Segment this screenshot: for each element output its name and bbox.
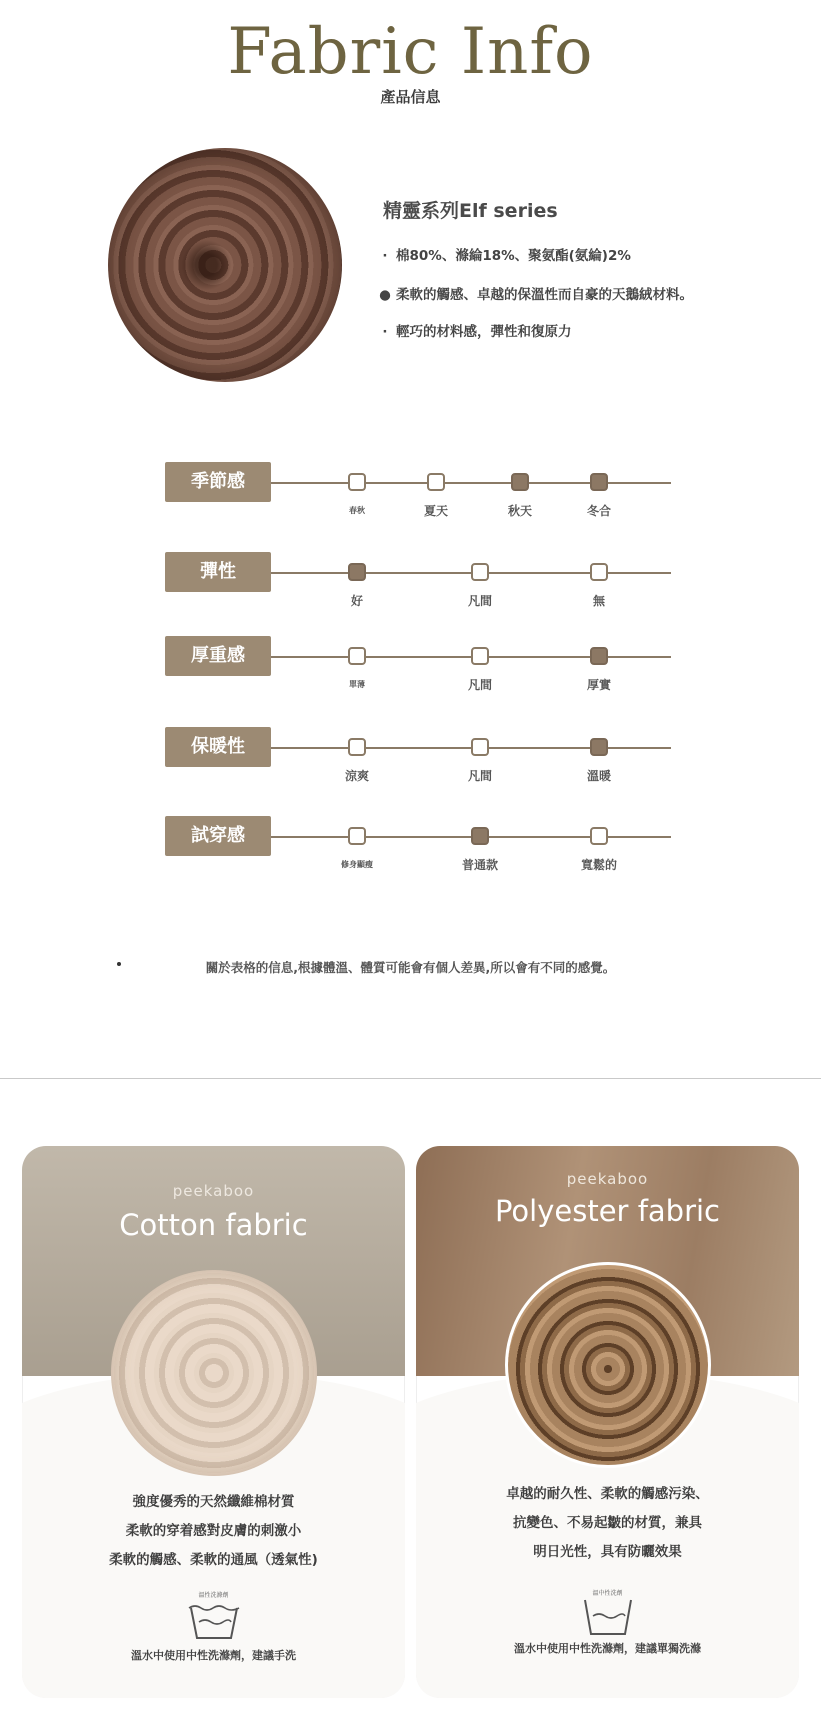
scale-checkbox-checked xyxy=(590,473,608,491)
brand-name: peekaboo xyxy=(566,1170,649,1188)
wash-instructions: 溫水中使用中性洗滌劑，建議手洗 xyxy=(131,1649,296,1662)
hand-wash-icon xyxy=(187,1598,241,1644)
bullet-icon: ● xyxy=(379,287,391,303)
fabric-name: Cotton fabric xyxy=(119,1208,308,1242)
scale-checkbox-checked xyxy=(590,647,608,665)
polyester-swatch-image xyxy=(505,1262,711,1468)
brand-name: peekaboo xyxy=(172,1182,255,1200)
scale-checkbox xyxy=(427,473,445,491)
feature-item xyxy=(378,283,693,303)
description-line: 柔軟的穿着感對皮膚的刺激小 xyxy=(125,1523,302,1539)
scale-checkbox xyxy=(590,827,608,845)
feature-text: 棉80%、滌綸18%、聚氨酯(氨綸)2% xyxy=(396,248,631,264)
scale-row xyxy=(0,636,821,696)
section-divider xyxy=(0,1078,821,1079)
scale-label: 彈性 xyxy=(165,552,271,592)
scale-label: 保暖性 xyxy=(165,727,271,767)
description-line: 抗變色、不易起皺的材質，兼具 xyxy=(513,1515,702,1531)
feature-item xyxy=(378,320,572,340)
page-subtitle: 產品信息 xyxy=(380,88,441,106)
scale-label: 季節感 xyxy=(165,462,271,502)
scale-option-label: 冬合 xyxy=(586,504,611,518)
feature-text: 輕巧的材料感，彈性和復原力 xyxy=(396,324,572,340)
scale-option-label: 厚實 xyxy=(586,678,611,692)
series-title: 精靈系列Elf series xyxy=(383,200,558,222)
scale-checkbox-checked xyxy=(348,563,366,581)
machine-wash-icon xyxy=(581,1594,635,1640)
scale-option-label: 涼爽 xyxy=(344,769,369,783)
scale-checkbox xyxy=(348,738,366,756)
wash-label: 溫中性洗劑 xyxy=(592,1590,623,1597)
scale-checkbox xyxy=(348,827,366,845)
scale-row xyxy=(0,727,821,787)
description-line: 卓越的耐久性、柔軟的觸感污染、 xyxy=(506,1486,709,1502)
scale-row xyxy=(0,462,821,522)
scale-option-label: 修身顯瘦 xyxy=(341,860,373,869)
scale-label: 試穿感 xyxy=(165,816,271,856)
scale-row xyxy=(0,816,821,876)
scale-option-label: 春秋 xyxy=(349,506,365,515)
page-title: Fabric Info xyxy=(227,15,594,89)
scale-option-label: 溫暖 xyxy=(586,769,611,783)
scale-track xyxy=(271,482,671,484)
scale-option-label: 凡間 xyxy=(467,769,492,783)
scale-checkbox-checked xyxy=(471,827,489,845)
scale-option-label: 寬鬆的 xyxy=(580,858,617,872)
scale-checkbox-checked xyxy=(511,473,529,491)
description-line: 強度優秀的天然纖維棉材質 xyxy=(132,1494,295,1510)
scale-option-label: 夏天 xyxy=(423,504,448,518)
bullet-icon: · xyxy=(382,324,388,340)
scale-option-label: 單薄 xyxy=(349,680,365,689)
cotton-card xyxy=(22,1146,405,1698)
polyester-card xyxy=(416,1146,799,1698)
cotton-swatch-image xyxy=(111,1270,317,1476)
scale-checkbox xyxy=(471,738,489,756)
scale-option-label: 凡間 xyxy=(467,594,492,608)
bullet-icon: · xyxy=(382,248,388,264)
disclaimer-note: 關於表格的信息,根據體溫、體質可能會有個人差異,所以會有不同的感覺。 xyxy=(205,960,616,975)
fabric-name: Polyester fabric xyxy=(494,1194,721,1228)
scale-row xyxy=(0,552,821,612)
scale-checkbox xyxy=(471,563,489,581)
description-line: 柔軟的觸感、柔軟的通風（透氣性) xyxy=(109,1552,318,1568)
scale-option-label: 好 xyxy=(350,594,363,608)
scale-option-label: 普通款 xyxy=(461,858,498,872)
fabric-swatch-image xyxy=(108,148,342,382)
feature-item xyxy=(378,244,631,264)
wash-instructions: 溫水中使用中性洗滌劑，建議單獨洗滌 xyxy=(514,1642,701,1655)
description-line: 明日光性，具有防曬效果 xyxy=(533,1544,682,1560)
scale-checkbox xyxy=(348,473,366,491)
scale-label: 厚重感 xyxy=(165,636,271,676)
scale-option-label: 秋天 xyxy=(507,504,532,518)
scale-option-label: 凡間 xyxy=(467,678,492,692)
scale-checkbox xyxy=(590,563,608,581)
feature-text: 柔軟的觸感、卓越的保溫性而自豪的天鵝絨材料。 xyxy=(396,287,693,303)
scale-checkbox-checked xyxy=(590,738,608,756)
scale-checkbox xyxy=(471,647,489,665)
wash-label: 溫性洗滌劑 xyxy=(198,1592,229,1599)
scale-checkbox xyxy=(348,647,366,665)
scale-option-label: 無 xyxy=(592,594,605,608)
